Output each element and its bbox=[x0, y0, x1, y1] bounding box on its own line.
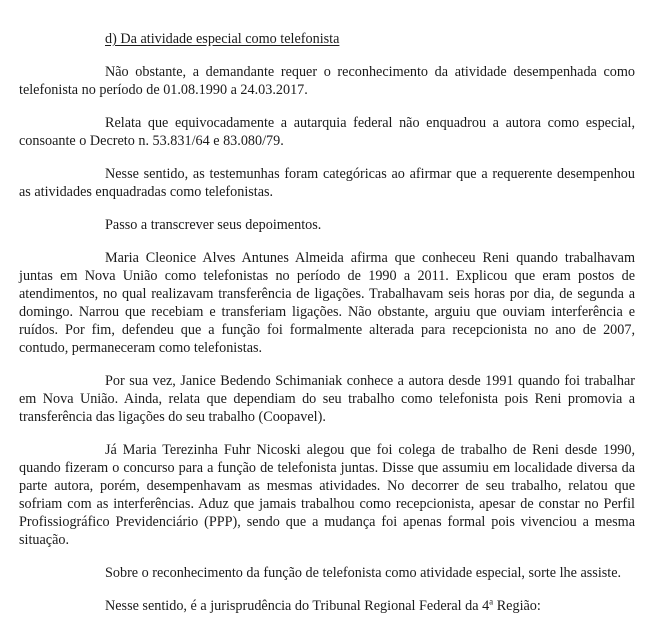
paragraph-jurisprudence-intro bbox=[19, 597, 635, 615]
jurisprudence-text: Nesse sentido, é a jurisprudência do Tribunal Regional Federal da 4 bbox=[105, 598, 490, 614]
paragraph-testimony-janice: Por sua vez, Janice Bedendo Schimaniak conhece a autora desde 1991 quando foi trabalhar em Nova União. Ainda, relata que dependiam do seu trabalho como telefonista pois Reni promovia a transferência das ligações do seu trabalho (Coopavel). bbox=[19, 373, 635, 425]
ordinal-superscript: a bbox=[489, 596, 494, 607]
paragraph-witnesses: Nesse sentido, as testemunhas foram categóricas ao afirmar que a requerente desempenhou as atividades enquadradas como telefonistas. bbox=[19, 166, 635, 200]
paragraph-testimony-maria-terezinha: Já Maria Terezinha Fuhr Nicoski alegou que foi colega de trabalho de Reni desde 1990, quando fizeram o concurso para a função de telefonista juntas. Disse que assumiu em localidade diversa da parte autora, porém, desempenhavam as mesmas atividades. No decorrer de seu trabalho, relatou que sofriam com as interferências. Aduz que jamais trabalhou como recepcionista, apesar de constar no Perfil Profissiográfico Previdenciário (PPP), sendo que a mudança foi apenas formal pois vivenciou a mesma situação. bbox=[19, 442, 635, 548]
document-page bbox=[19, 30, 635, 630]
section-heading: d) Da atividade especial como telefonista bbox=[105, 31, 340, 47]
paragraph-framing: Relata que equivocadamente a autarquia federal não enquadrou a autora como especial, consoante o Decreto n. 53.831/64 e 83.080/79. bbox=[19, 115, 635, 149]
paragraph-conclusion: Sobre o reconhecimento da função de telefonista como atividade especial, sorte lhe assiste. bbox=[105, 565, 622, 581]
paragraph-testimony-maria-cleonice: Maria Cleonice Alves Antunes Almeida afirma que conheceu Reni quando trabalhavam juntas em Nova União como telefonistas no período de 1990 a 2011. Explicou que eram postos de atendimentos, no qual realizavam transferência de ligações. Trabalhavam seis horas por dia, de segunda a domingo. Narrou que recebiam e transferiam ligações. Não obstante, arguiu que ouviam interferência e ruídos. Por fim, defendeu que a função foi formalmente alterada para recepcionista no ano de 2007, contudo, permaneceram como telefonistas. bbox=[19, 250, 635, 356]
paragraph-transcription-intro: Passo a transcrever seus depoimentos. bbox=[105, 217, 322, 233]
paragraph-request: Não obstante, a demandante requer o reconhecimento da atividade desempenhada como telefonista no período de 01.08.1990 a 24.03.2017. bbox=[19, 64, 635, 98]
jurisprudence-suffix: Região: bbox=[493, 598, 541, 614]
